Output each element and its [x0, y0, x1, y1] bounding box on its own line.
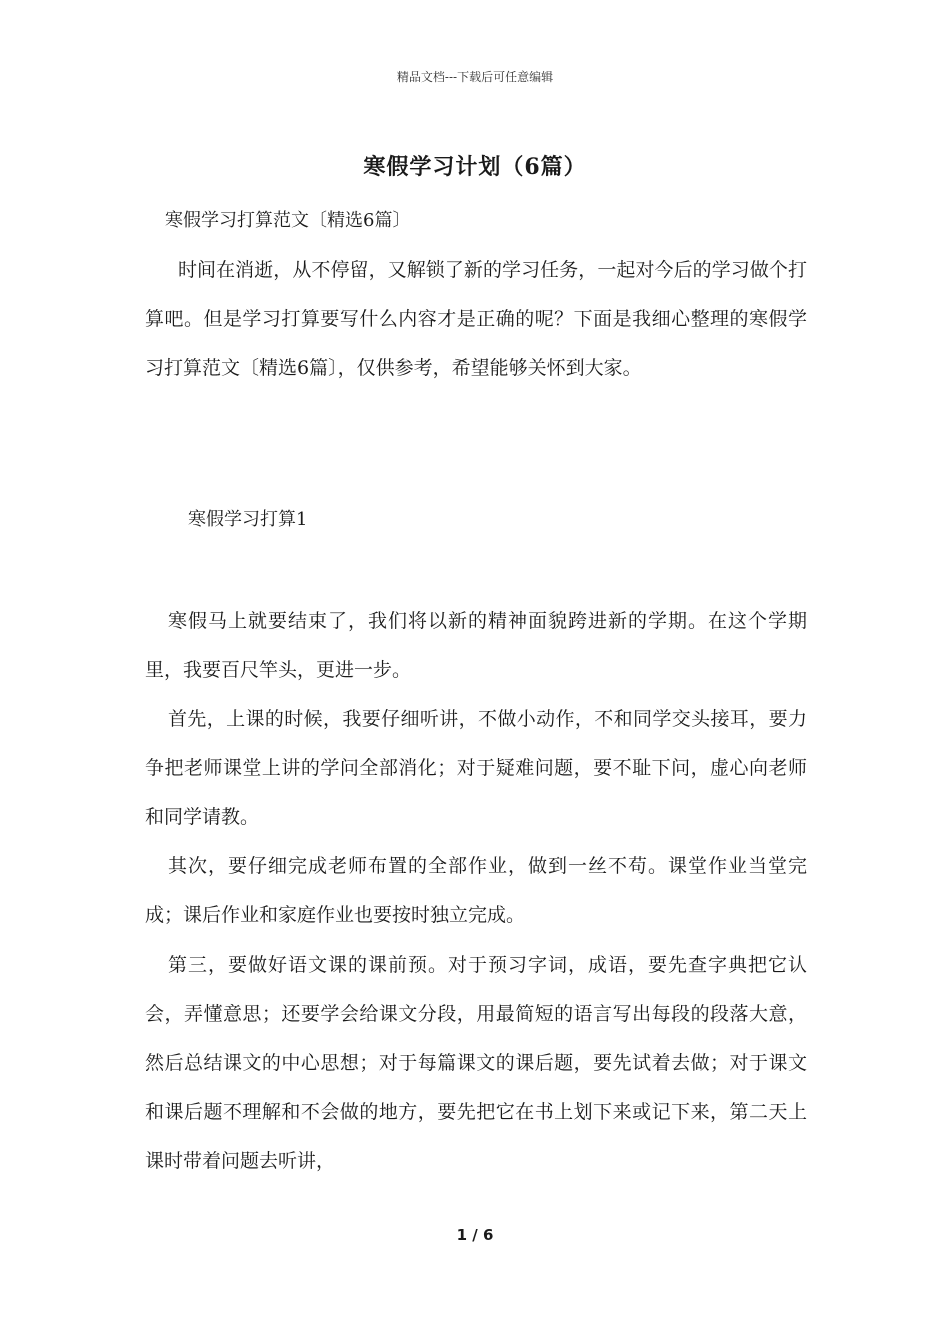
document-subtitle: 寒假学习打算范文〔精选6篇〕	[165, 210, 411, 231]
body-paragraph: 首先，上课的时候，我要仔细听讲，不做小动作，不和同学交头接耳，要力争把老师课堂上讲的学问全部消化；对于疑难问题，要不耻下问，虚心向老师和同学请教。	[145, 708, 807, 828]
header-note: 精品文档---下载后可任意编辑	[396, 70, 554, 84]
body-paragraph: 第三，要做好语文课的课前预。对于预习字词，成语，要先查字典把它认会，弄懂意思；还要学会给课文分段，用最简短的语言写出每段的段落大意，然后总结课文的中心思想；对于每篇课文的课后题，要先试着去做；对于课文和课后题不理解和不会做的地方，要先把它在书上划下来或记下来，第二天上课时带着问题去听讲，	[145, 954, 807, 1172]
page-number: 1 / 6	[456, 1226, 494, 1244]
body-paragraph: 其次，要仔细完成老师布置的全部作业，做到一丝不苟。课堂作业当堂完成；课后作业和家庭作业也要按时独立完成。	[145, 855, 807, 926]
body-paragraph: 寒假马上就要结束了，我们将以新的精神面貌跨进新的学期。在这个学期里，我要百尺竿头，更进一步。	[145, 610, 807, 681]
document-title: 寒假学习计划（6篇）	[363, 154, 587, 180]
section-heading: 寒假学习打算1	[188, 509, 308, 530]
intro-paragraph: 时间在消逝，从不停留，又解锁了新的学习任务，一起对今后的学习做个打算吧。但是学习打算要写什么内容才是正确的呢？下面是我细心整理的寒假学习打算范文〔精选6篇〕，仅供参考，希望能够关怀到大家。	[145, 259, 807, 379]
